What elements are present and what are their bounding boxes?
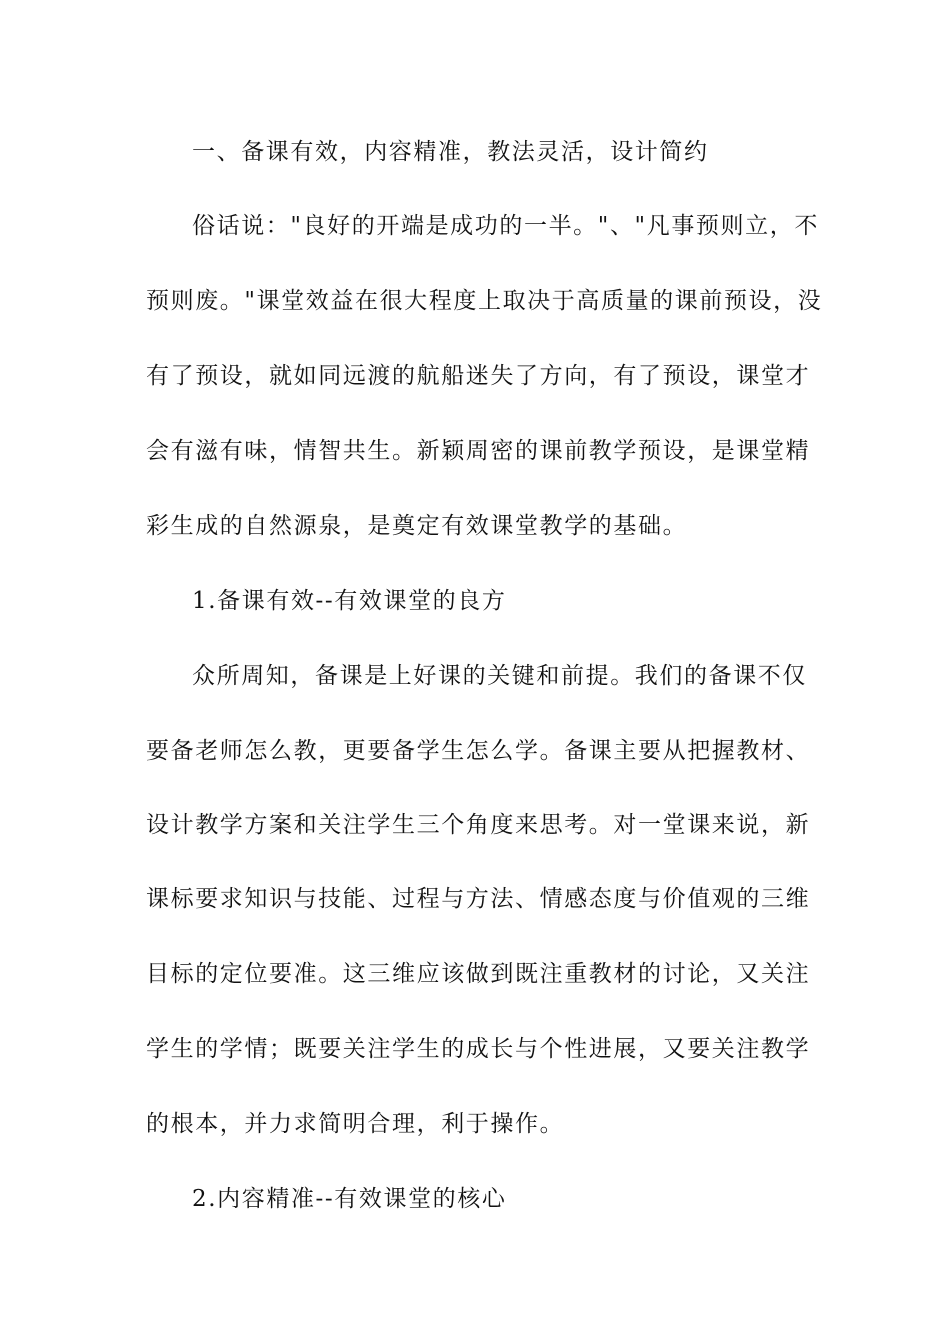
paragraph-line: 俗话说："良好的开端是成功的一半。"、"凡事预则立，不: [192, 213, 819, 239]
subsection-heading: 1.备课有效--有效课堂的良方: [192, 588, 507, 614]
paragraph-line: 有了预设，就如同远渡的航船迷失了方向，有了预设，课堂才: [146, 363, 811, 389]
paragraph-line: 课标要求知识与技能、过程与方法、情感态度与价值观的三维: [146, 886, 811, 912]
paragraph-line: 设计教学方案和关注学生三个角度来思考。对一堂课来说，新: [146, 812, 811, 838]
paragraph-line: 的根本，并力求简明合理，利于操作。: [146, 1111, 565, 1137]
paragraph-line: 预则废。"课堂效益在很大程度上取决于高质量的课前预设，没: [146, 288, 823, 314]
paragraph-line: 学生的学情；既要关注学生的成长与个性进展，又要关注教学: [146, 1036, 811, 1062]
paragraph-line: 彩生成的自然源泉，是奠定有效课堂教学的基础。: [146, 513, 688, 539]
paragraph-line: 目标的定位要准。这三维应该做到既注重教材的讨论，又关注: [146, 961, 811, 987]
paragraph-line: 众所周知，备课是上好课的关键和前提。我们的备课不仅: [192, 663, 807, 689]
paragraph-line: 会有滋有味，情智共生。新颖周密的课前教学预设，是课堂精: [146, 438, 811, 464]
paragraph-line: 要备老师怎么教，更要备学生怎么学。备课主要从把握教材、: [146, 738, 811, 764]
subsection-heading: 2.内容精准--有效课堂的核心: [192, 1186, 507, 1212]
section-heading: 一、备课有效，内容精准，教法灵活，设计简约: [192, 139, 709, 165]
